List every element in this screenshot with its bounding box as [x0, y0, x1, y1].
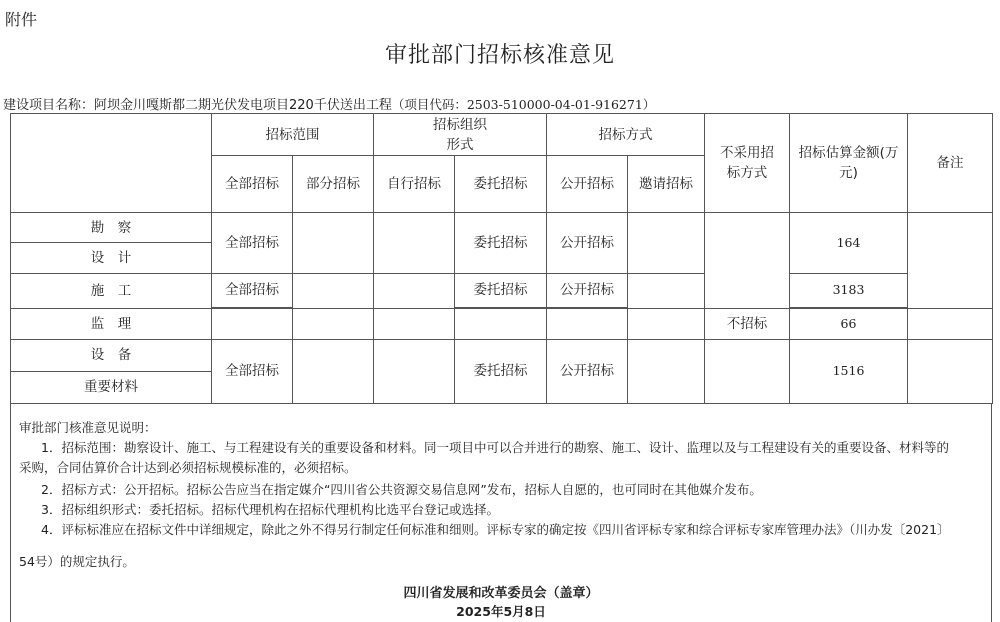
row-label-materials: 重要材料: [11, 371, 212, 403]
signature-organization: 四川省发展和改革委员会（盖章）: [403, 586, 599, 601]
no-bid-upper: [705, 213, 790, 308]
design-amount: 164: [790, 213, 908, 273]
opinion-item-2: 2．招标方式：公开招标。招标公告应当在指定媒介“四川省公共资源交易信息网”发布，招标人自愿的，也可同时在其他媒介发布。: [41, 482, 762, 497]
header-invite: 邀请招标: [628, 156, 705, 213]
design-invite: [628, 213, 705, 273]
signature-date: 2025年5月8日: [456, 604, 546, 619]
equipment-org: 委托招标: [455, 339, 547, 403]
construction-self: [374, 273, 455, 308]
supervision-remark: [908, 308, 993, 339]
equipment-partial: [293, 339, 374, 403]
header-method: 招标方式: [547, 114, 705, 156]
construction-amount: 3183: [790, 273, 908, 307]
supervision-invite: [628, 308, 705, 339]
attachment-label: 附件: [5, 10, 38, 29]
header-entrust: 委托招标: [455, 156, 547, 213]
header-no-bid: 不采用招标方式: [705, 114, 790, 213]
approval-opinion: [10, 404, 992, 622]
header-full: 全部招标: [212, 156, 293, 213]
header-row-1: [11, 114, 993, 156]
opinion-item-4-cont: 54号）的规定执行。: [19, 554, 135, 569]
equipment-remark: [908, 339, 993, 403]
header-self: 自行招标: [374, 156, 455, 213]
design-method: 公开招标: [547, 213, 628, 273]
design-org: 委托招标: [455, 213, 547, 273]
table-row-supervision: [11, 308, 993, 339]
project-name: 建设项目名称：阿坝金川嘎斯都二期光伏发电项目220千伏送出工程: [3, 98, 392, 113]
equipment-scope: 全部招标: [212, 339, 293, 403]
row-label-survey: 勘 察: [11, 213, 212, 243]
design-self: [374, 213, 455, 273]
header-partial: 部分招标: [293, 156, 374, 213]
header-org-form: 招标组织形式: [374, 114, 547, 156]
supervision-org: [455, 308, 547, 339]
table-row-construction: [11, 273, 993, 307]
remark-upper: [908, 213, 993, 308]
header-amount: 招标估算金额(万元): [790, 114, 908, 213]
design-partial: [293, 213, 374, 273]
row-label-equipment: 设 备: [11, 339, 212, 371]
opinion-heading: 审批部门核准意见说明：: [19, 420, 157, 435]
table-row-equipment: [11, 339, 993, 371]
equipment-method: 公开招标: [547, 339, 628, 403]
construction-scope: 全部招标: [212, 273, 293, 307]
row-label-design: 设 计: [11, 243, 212, 273]
header-open: 公开招标: [547, 156, 628, 213]
construction-org: 委托招标: [455, 273, 547, 307]
design-scope: 全部招标: [212, 213, 293, 273]
equipment-self: [374, 339, 455, 403]
supervision-scope: [212, 308, 293, 339]
supervision-self: [374, 308, 455, 339]
opinion-item-1-cont: 采购，合同估算价合计达到必须招标规模标准的，必须招标。: [19, 460, 357, 475]
opinion-item-1: 1．招标范围：勘察设计、施工、与工程建设有关的重要设备和材料。同一项目中可以合并进行的勘察、施工、设计、监理以及与工程建设有关的重要设备、材料等的: [41, 440, 949, 455]
construction-invite: [628, 273, 705, 308]
opinion-item-3: 3．招标组织形式：委托招标。招标代理机构在招标代理机构比选平台登记或选择。: [41, 502, 499, 517]
row-label-construction: 施 工: [11, 273, 212, 308]
header-remark: 备注: [908, 114, 993, 213]
supervision-amount: 66: [790, 308, 908, 339]
supervision-partial: [293, 308, 374, 339]
row-label-supervision: 监 理: [11, 308, 212, 339]
supervision-method: [547, 308, 628, 339]
table-row-survey: [11, 213, 993, 243]
construction-method: 公开招标: [547, 273, 628, 307]
project-info: [3, 94, 655, 113]
approval-table: [10, 113, 993, 404]
project-code: （项目代码：2503-510000-04-01-916271）: [391, 97, 656, 112]
equipment-no-bid: [705, 339, 790, 403]
equipment-amount: 1516: [790, 339, 908, 403]
construction-partial: [293, 273, 374, 308]
opinion-item-4: 4．评标标准应在招标文件中详细规定，除此之外不得另行制定任何标准和细则。评标专家的确定按《四川省评标专家和综合评标专家库管理办法》（川办发〔2021〕: [41, 522, 950, 537]
equipment-invite: [628, 339, 705, 403]
header-scope: 招标范围: [212, 114, 374, 156]
supervision-no-bid: 不招标: [705, 308, 790, 339]
header-empty-cell: [11, 114, 212, 213]
page-title: 审批部门招标核准意见: [384, 43, 615, 68]
